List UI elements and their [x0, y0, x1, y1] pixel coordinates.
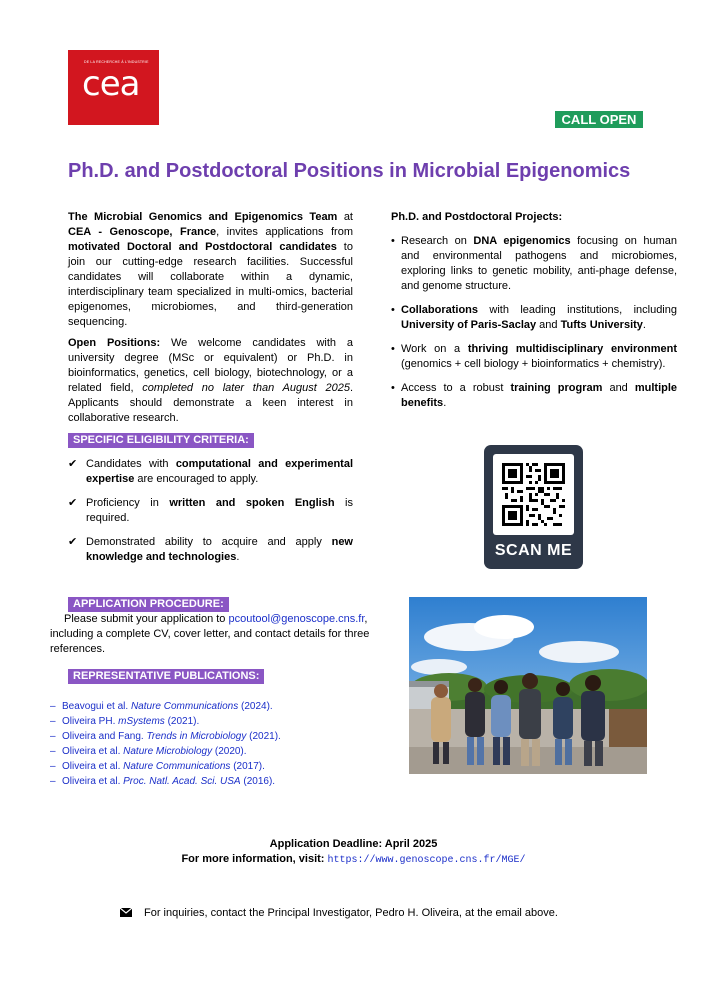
- publications-heading: REPRESENTATIVE PUBLICATIONS:: [68, 669, 264, 684]
- contact-email-link[interactable]: pcoutool@genoscope.cns.fr: [228, 613, 365, 625]
- list-item: • Research on DNA epigenomics focusing on human and environmental pathogens and microbiomes, exploring links to genetic mobility, anti-phage defense, and genome structure.: [391, 234, 677, 294]
- envelope-icon: [120, 908, 132, 917]
- checkmark-icon: ✔: [68, 458, 78, 470]
- checkmark-icon: ✔: [68, 497, 78, 509]
- website-link[interactable]: https://www.genoscope.cns.fr/MGE/: [327, 855, 526, 866]
- intro-column: [68, 210, 353, 432]
- more-info-line: For more information, visit: https://www.genoscope.cns.fr/MGE/: [181, 853, 526, 866]
- list-item: ✔ Candidates with computational and experimental expertise are encouraged to apply.: [68, 458, 353, 485]
- footer: [0, 837, 707, 868]
- eligibility-heading: SPECIFIC ELIGIBILITY CRITERIA:: [68, 433, 254, 448]
- list-item: ✔ Demonstrated ability to acquire and apply new knowledge and technologies.: [68, 536, 353, 563]
- motivated-candidates: motivated Doctoral and Postdoctoral candidates: [68, 241, 337, 253]
- team-name: The Microbial Genomics and Epigenomics Team: [68, 211, 338, 223]
- inquiry-line: [120, 906, 558, 921]
- projects-heading: Ph.D. and Postdoctoral Projects:: [391, 211, 563, 223]
- intro-paragraph: The Microbial Genomics and Epigenomics Team at CEA - Genoscope, France, invites applications from motivated Doctoral and Postdoctoral candidates to join our cutting-edge research facilities. Successful candidates will collaborate within a dynamic, interdisciplinary team specialized in multi-omics, bacterial epigenomes, microbiomes, and third-generation sequencing.: [68, 211, 353, 328]
- list-item: ✔ Proficiency in written and spoken English is required.: [68, 497, 353, 524]
- scan-me-label: SCAN ME: [494, 542, 573, 559]
- checkmark-icon: ✔: [68, 536, 78, 548]
- application-deadline: Application Deadline: April 2025: [269, 838, 438, 850]
- application-heading: APPLICATION PROCEDURE:: [68, 597, 229, 612]
- list-item: • Work on a thriving multidisciplinary environment (genomics + cell biology + bioinformatics + chemistry).: [391, 342, 677, 372]
- open-positions-paragraph: Open Positions: We welcome candidates with a university degree (MSc or equivalent) or Ph.D. in bioinformatics, genetics, cell biology, biotechnology, or a related field, completed no later than August 2025. Applicants should demonstrate a keen interest in collaborative research.: [68, 337, 354, 424]
- open-positions-label: Open Positions:: [68, 337, 161, 349]
- list-item: • Access to a robust training program and multiple benefits.: [391, 381, 677, 411]
- inquiry-text: For inquiries, contact the Principal Investigator, Pedro H. Oliveira, at the email above.: [144, 907, 558, 919]
- cea-logo: [68, 50, 159, 125]
- publication-item[interactable]: – Oliveira et al. Nature Communications (2017).: [50, 761, 265, 772]
- publication-item[interactable]: – Oliveira PH. mSystems (2021).: [50, 716, 200, 727]
- qr-code[interactable]: [484, 445, 583, 569]
- projects-list: [391, 234, 677, 411]
- publication-item[interactable]: – Oliveira and Fang. Trends in Microbiology (2021).: [50, 731, 281, 742]
- list-item: • Collaborations with leading institutions, including University of Paris-Saclay and Tufts University.: [391, 303, 677, 333]
- publication-item[interactable]: – Oliveira et al. Nature Microbiology (2020).: [50, 746, 247, 757]
- org-name: CEA - Genoscope, France: [68, 226, 217, 238]
- team-photo: [409, 597, 647, 774]
- call-open-badge: CALL OPEN: [555, 111, 643, 128]
- qr-code-pattern: [493, 454, 574, 535]
- eligibility-list: [68, 457, 353, 574]
- application-text: Please submit your application to pcoutool@genoscope.cns.fr, including a complete CV, cover letter, and contact details for three references.: [50, 613, 370, 655]
- page-title: Ph.D. and Postdoctoral Positions in Microbial Epigenomics: [68, 160, 631, 182]
- logo-tagline: DE LA RECHERCHE À L'INDUSTRIE: [84, 60, 149, 64]
- projects-column: [391, 210, 677, 420]
- publication-item[interactable]: – Beavogui et al. Nature Communications (2024).: [50, 701, 273, 712]
- publications-list: [50, 699, 281, 789]
- completion-deadline: completed no later than August 2025: [142, 382, 350, 394]
- logo-wordmark: cea: [82, 64, 140, 104]
- publication-item[interactable]: – Oliveira et al. Proc. Natl. Acad. Sci. USA (2016).: [50, 776, 276, 787]
